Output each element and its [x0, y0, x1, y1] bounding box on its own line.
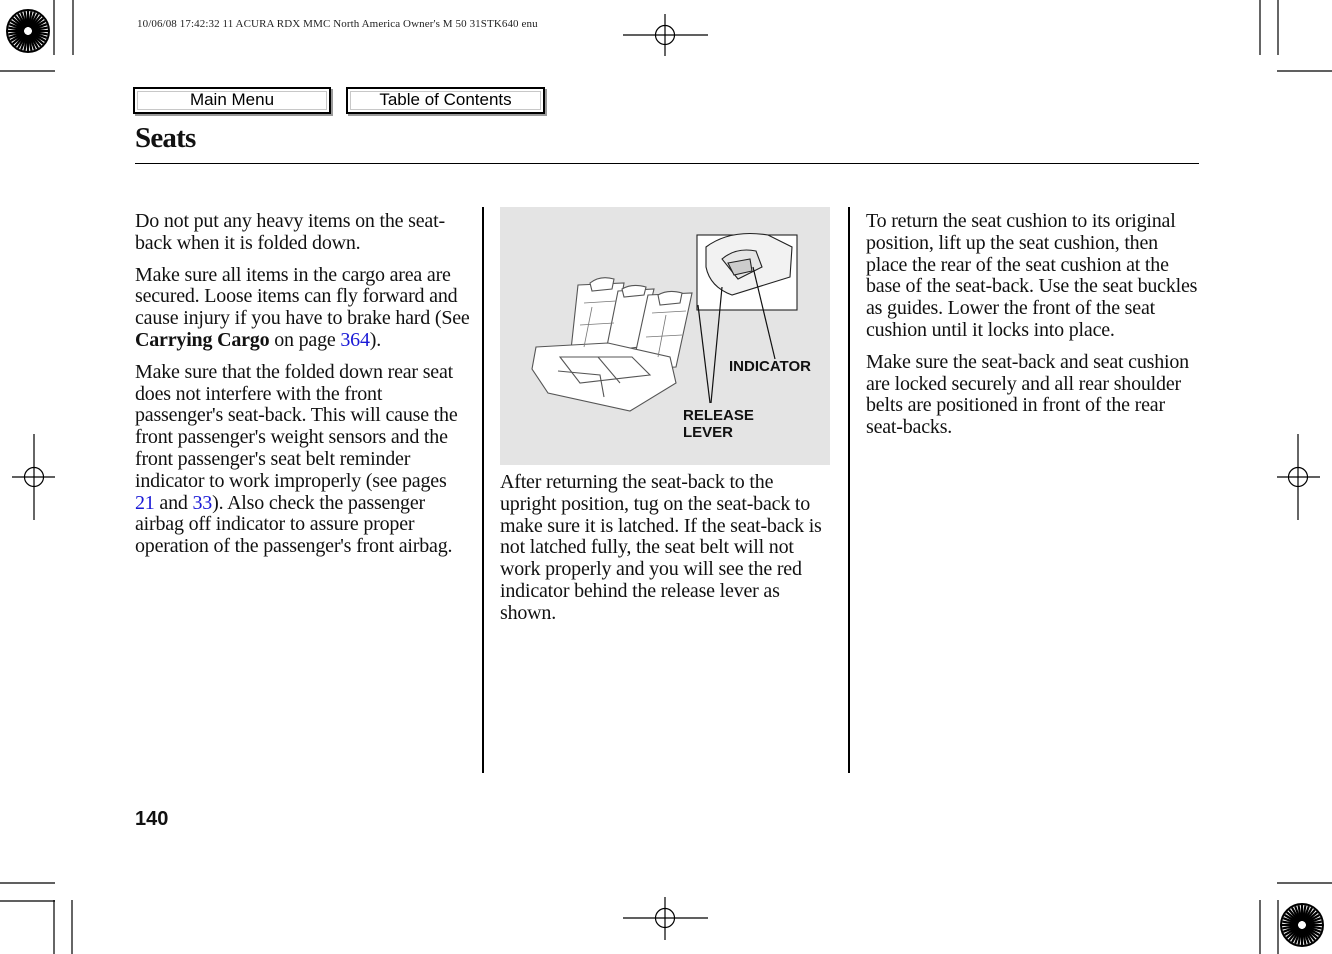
- page-number: 140: [135, 808, 169, 830]
- release-label-line2: LEVER: [683, 424, 734, 441]
- paragraph: [135, 362, 470, 558]
- title-rule: [135, 163, 1199, 164]
- paragraph: Make sure the seat-back and seat cushion are locked securely and all rear shoulder belts are positioned in front of the rear seat-backs.: [866, 350, 1189, 439]
- page-link-364[interactable]: 364: [340, 328, 370, 351]
- paragraph: To return the seat cushion to its original position, lift up the seat cushion, then place the rear of the seat cushion at the base of the seat-back. Use the seat buckles as guides. Lower the front of the seat cushion until it locks into place.: [866, 210, 1198, 341]
- paragraph: After returning the seat-back to the upright position, tug on the seat-back to make sure it is latched. If the seat-back is not latched fully, the seat belt will not work properly and you will see the red indicator behind the release lever as shown.: [500, 471, 822, 624]
- table-of-contents-button[interactable]: [346, 87, 545, 114]
- text: ).: [369, 328, 382, 351]
- cross-reference-title: Carrying Cargo: [135, 328, 270, 351]
- indicator-label: INDICATOR: [729, 358, 811, 375]
- text: Make sure that the folded down rear seat does not interfere with the front passenger's seat-back. This will cause the front passenger's weight sensors and the front passenger's seat belt reminder indicator to work improperly (see pages: [135, 360, 458, 492]
- text: ). Also check the passenger airbag off indicator to assure proper operation of the passenger's front airbag.: [135, 491, 453, 558]
- column-left: [135, 211, 470, 568]
- text: and: [154, 491, 193, 514]
- column-middle: [500, 472, 834, 635]
- rear-seat-drawing: [500, 207, 830, 465]
- main-menu-button[interactable]: [133, 87, 331, 114]
- table-of-contents-label: Table of Contents: [379, 90, 512, 109]
- seat-cushion: [532, 343, 676, 411]
- page-link-33[interactable]: 33: [192, 491, 213, 514]
- column-divider: [482, 207, 484, 773]
- registration-starburst-bottom-right: [1281, 904, 1323, 946]
- text: on page: [269, 328, 341, 351]
- column-divider: [848, 207, 850, 773]
- print-job-info: 10/06/08 17:42:32 11 ACURA RDX MMC North America Owner's M 50 31STK640 enu: [137, 18, 538, 30]
- seat-latch-illustration: [500, 207, 830, 465]
- page-link-21[interactable]: 21: [135, 491, 155, 514]
- headrest-left: [590, 278, 614, 291]
- text: Make sure all items in the cargo area are secured. Loose items can fly forward and cause injury if you have to brake hard (See: [135, 263, 470, 330]
- registration-starburst-top-left: [7, 10, 49, 52]
- page-title: Seats: [135, 122, 196, 154]
- main-menu-label: Main Menu: [189, 90, 275, 109]
- headrest-right: [658, 291, 682, 305]
- release-lever-label: [683, 407, 754, 441]
- headrest-center: [622, 285, 646, 297]
- latch-inset: [697, 234, 797, 311]
- column-right: [866, 211, 1200, 449]
- release-label-line1: RELEASE: [683, 407, 754, 424]
- paragraph: [135, 265, 470, 352]
- paragraph: Do not put any heavy items on the seat-back when it is folded down.: [135, 210, 445, 254]
